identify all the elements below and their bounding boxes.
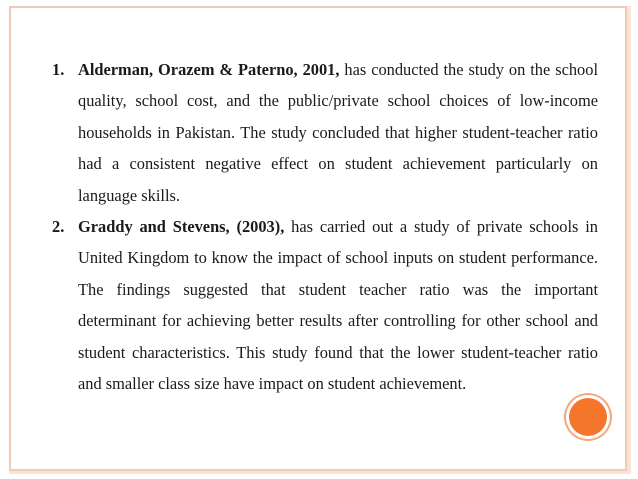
list-number: 1. [52, 60, 65, 79]
slide-content [44, 54, 598, 399]
list-number: 2. [52, 217, 65, 237]
item-body-text: has conducted the study on the school quality, school cost, and the public/private school choices of low-income households in Pakistan. The study concluded that higher student-teacher ratio had a consistent negative effect on student achievement particularly on language skills. [78, 60, 599, 205]
slide-border-shadow-right [627, 6, 631, 471]
item-body-text: has carried out a study of private schools in United Kingdom to know the impact of school inputs on student performance. The findings suggested that student teacher ratio was the important determinant for achieving better results after controlling for other school and student characteristics. This study found that the lower student-teacher ratio and smaller class size have impact on student achievement. [78, 217, 598, 394]
citation-lead: Graddy and Stevens, (2003), [78, 217, 285, 237]
citation-lead: Alderman, Orazem & Paterno, 2001, [78, 60, 340, 79]
list-item [44, 211, 598, 399]
decorative-circle [569, 398, 607, 436]
slide-border-shadow-bottom [9, 471, 631, 474]
list-item [44, 54, 598, 211]
